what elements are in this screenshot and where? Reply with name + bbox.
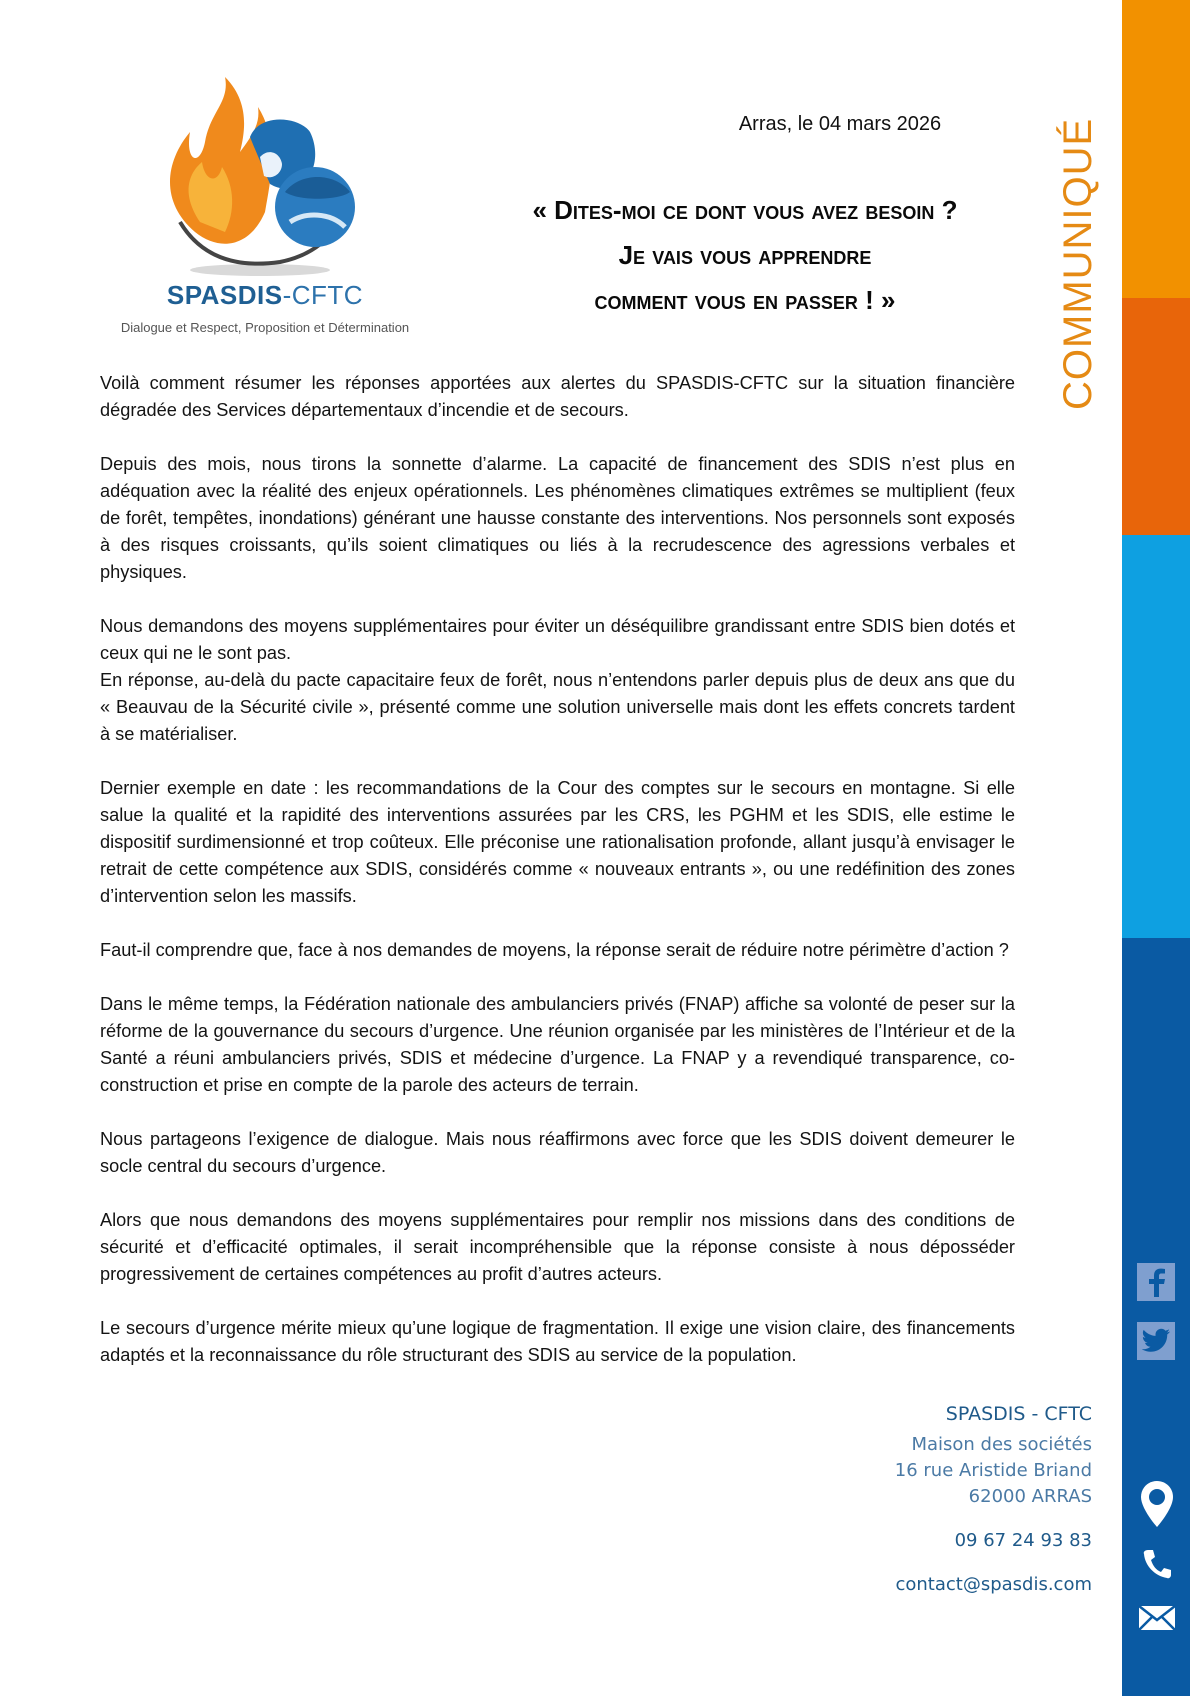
paragraph: Dernier exemple en date : les recommandations de la Cour des comptes sur le secours en montagne. Si elle salue la qualité et la rapidité des interventions assurées par les CRS, les PGHM et les SDIS, elle estime le dispositif surdimensionné et trop coûteux. Elle préconise une rationalisation profonde, allant jusqu’à envisager le retrait de cette compétence aux SDIS, considérés comme « nouveaux entrants », ou une redéfinition des zones d’intervention selon les massifs.	[100, 778, 1015, 906]
paragraph: Nous demandons des moyens supplémentaires pour éviter un déséquilibre grandissant entre SDIS bien dotés et ceux qui ne le sont pas.	[100, 616, 1015, 663]
document-date: Arras, le 04 mars 2026	[738, 113, 942, 135]
address-line: Maison des sociétés	[911, 1434, 1092, 1455]
phone-icon	[1136, 1548, 1178, 1580]
logo-tagline: Dialogue et Respect, Proposition et Détermination	[120, 320, 410, 335]
twitter-icon[interactable]	[1137, 1322, 1175, 1360]
document-body	[100, 370, 1015, 1396]
side-bar-light-blue	[1122, 535, 1190, 938]
contact-block	[820, 1400, 1092, 1598]
spasdis-logo	[100, 72, 430, 342]
title-line: Je vais vous apprendre	[618, 240, 872, 270]
mail-icon	[1136, 1605, 1178, 1631]
side-bar-orange	[1122, 0, 1190, 298]
communique-label: COMMUNIQUÉ	[1056, 117, 1100, 410]
paragraph: Voilà comment résumer les réponses apportées aux alertes du SPASDIS-CFTC sur la situation financière dégradée des Services départementaux d’incendie et de secours.	[100, 373, 1015, 420]
side-bar-dark-orange	[1122, 298, 1190, 535]
paragraph: Le secours d’urgence mérite mieux qu’une logique de fragmentation. Il exige une vision claire, des financements adaptés et la reconnaissance du rôle structurant des SDIS au service de la population.	[100, 1318, 1015, 1365]
paragraph: Faut-il comprendre que, face à nos demandes de moyens, la réponse serait de réduire notre périmètre d’action ?	[100, 940, 1009, 960]
contact-phone[interactable]: 09 67 24 93 83	[954, 1530, 1092, 1551]
firefighter-flame-emblem-icon	[140, 72, 390, 277]
logo-name-bold: SPASDIS	[166, 280, 283, 310]
paragraph: Depuis des mois, nous tirons la sonnette d’alarme. La capacité de financement des SDIS n’est plus en adéquation avec la réalité des enjeux opérationnels. Les phénomènes climatiques extrêmes se multiplient (feux de forêt, tempêtes, inondations) générant une hausse constante des interventions. Nos personnels sont exposés à des risques croissants, qu’ils soient climatiques ou liés à la recrudescence des agressions verbales et physiques.	[100, 454, 1015, 582]
side-bar-dark-blue	[1122, 938, 1190, 1696]
location-pin-icon	[1136, 1480, 1178, 1528]
logo-wordmark	[100, 280, 430, 311]
contact-organization: SPASDIS - CFTC	[945, 1403, 1092, 1425]
contact-address	[820, 1432, 1092, 1510]
contact-email-link[interactable]: contact@spasdis.com	[895, 1574, 1092, 1595]
paragraph: Nous partageons l’exigence de dialogue. Mais nous réaffirmons avec force que les SDIS doivent demeurer le socle central du secours d’urgence.	[100, 1129, 1015, 1176]
document-title	[455, 188, 1035, 323]
address-line: 16 rue Aristide Briand	[894, 1460, 1092, 1481]
address-line: 62000 ARRAS	[968, 1486, 1092, 1507]
paragraph: Alors que nous demandons des moyens supplémentaires pour remplir nos missions dans des conditions de sécurité et d’efficacité optimales, il serait incompréhensible que la réponse consiste à nous déposséder progressivement de certaines compétences au profit d’autres acteurs.	[100, 1210, 1015, 1284]
logo-name-suffix: -CFTC	[282, 280, 364, 310]
facebook-icon[interactable]	[1137, 1263, 1175, 1301]
title-line: comment vous en passer ! »	[594, 285, 896, 315]
title-line: « Dites-moi ce dont vous avez besoin ?	[532, 195, 958, 225]
paragraph: En réponse, au-delà du pacte capacitaire feux de forêt, nous n’entendons parler depuis plus de deux ans que du « Beauvau de la Sécurité civile », présenté comme une solution universelle mais dont les effets concrets tardent à se matérialiser.	[100, 670, 1015, 744]
paragraph: Dans le même temps, la Fédération nationale des ambulanciers privés (FNAP) affiche sa volonté de peser sur la réforme de la gouvernance du secours d’urgence. Une réunion organisée par les ministères de l’Intérieur et de la Santé a réuni ambulanciers privés, SDIS et médecine d’urgence. La FNAP y a revendiqué transparence, co-construction et prise en compte de la parole des acteurs de terrain.	[100, 994, 1015, 1095]
